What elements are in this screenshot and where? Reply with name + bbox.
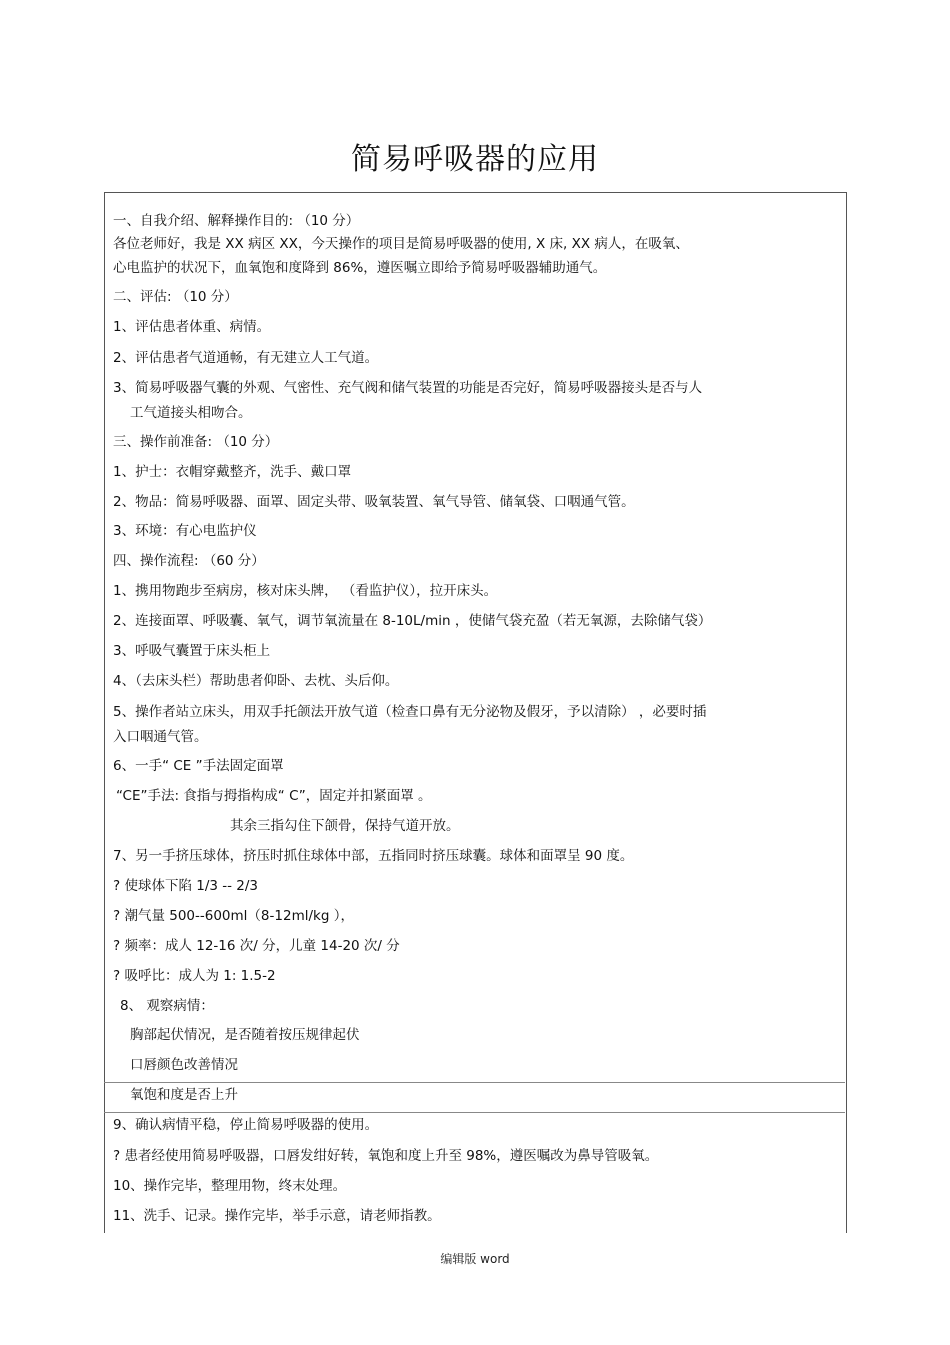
list-item: 9、确认病情平稳，停止简易呼吸器的使用。: [113, 1117, 379, 1133]
list-item: 3、呼吸气囊置于床头柜上: [113, 643, 271, 659]
list-item: 2、评估患者气道通畅，有无建立人工气道。: [113, 350, 379, 366]
paragraph-line: 各位老师好，我是 XX 病区 XX，今天操作的项目是简易呼吸器的使用, X 床, XX 病人，在吸氧、: [113, 236, 689, 252]
document-title: 简易呼吸器的应用: [351, 142, 599, 177]
list-item: 11、洗手、记录。操作完毕，举手示意，请老师指教。: [113, 1208, 441, 1224]
list-item: 2、连接面罩、呼吸囊、氧气，调节氧流量在 8-10L/min ，使储气袋充盈（若无氧源，去除储气袋）: [113, 613, 712, 629]
list-item: 1、护士：衣帽穿戴整齐，洗手、戴口罩: [113, 464, 352, 480]
table-row-divider: [104, 1082, 845, 1083]
bullet-item: ? 患者经使用简易呼吸器，口唇发绀好转，氧饱和度上升至 98%，遵医嘱改为鼻导管吸氧。: [113, 1148, 659, 1164]
list-item: 1、评估患者体重、病情。: [113, 319, 271, 335]
list-item: 4、（去床头栏）帮助患者仰卧、去枕、头后仰。: [113, 673, 399, 689]
list-item-continuation: 工气道接头相吻合。: [130, 405, 252, 421]
section-heading: 三、操作前准备: （10 分）: [113, 434, 279, 450]
list-item: 8、 观察病情：: [120, 998, 214, 1014]
paragraph-line: “CE”手法: 食指与拇指构成“ C”，固定并扣紧面罩 。: [116, 788, 432, 804]
list-item: 3、环境：有心电监护仪: [113, 523, 257, 539]
page-footer: 编辑版 word: [440, 1252, 510, 1266]
list-item-continuation: 入口咽通气管。: [113, 729, 208, 745]
section-heading: 二、评估: （10 分）: [113, 289, 238, 305]
bullet-item: ? 频率：成人 12-16 次/ 分，儿童 14-20 次/ 分: [113, 938, 400, 954]
bullet-item: ? 使球体下陷 1/3 -- 2/3: [113, 878, 259, 894]
paragraph-line: 其余三指勾住下颌骨，保持气道开放。: [230, 818, 460, 834]
bullet-item: ? 潮气量 500--600ml（8-12ml/kg ），: [113, 908, 354, 924]
bullet-item: ? 吸呼比：成人为 1: 1.5-2: [113, 968, 276, 984]
list-item: 7、另一手挤压球体，挤压时抓住球体中部，五指同时挤压球囊。球体和面罩呈 90 度。: [113, 848, 634, 864]
list-item: 1、携用物跑步至病房，核对床头牌， （看监护仪），拉开床头。: [113, 583, 498, 599]
paragraph-line: 氧饱和度是否上升: [130, 1087, 238, 1103]
list-item: 6、一手“ CE ”手法固定面罩: [113, 758, 284, 774]
paragraph-line: 口唇颜色改善情况: [130, 1057, 238, 1073]
table-row-divider: [104, 1112, 845, 1113]
list-item: 3、简易呼吸器气囊的外观、气密性、充气阀和储气装置的功能是否完好，简易呼吸器接头是否与人: [113, 380, 703, 396]
list-item: 10、操作完毕，整理用物，终末处理。: [113, 1178, 347, 1194]
paragraph-line: 胸部起伏情况，是否随着按压规律起伏: [130, 1027, 360, 1043]
list-item: 5、操作者站立床头，用双手托颌法开放气道（检查口鼻有无分泌物及假牙，予以清除） ，必要时插: [113, 704, 707, 720]
section-heading: 四、操作流程: （60 分）: [113, 553, 265, 569]
section-heading: 一、自我介绍、解释操作目的: （10 分）: [113, 213, 360, 229]
list-item: 2、物品：简易呼吸器、面罩、固定头带、吸氧装置、氧气导管、储氧袋、口咽通气管。: [113, 494, 635, 510]
paragraph-line: 心电监护的状况下，血氧饱和度降到 86%，遵医嘱立即给予简易呼吸器辅助通气。: [113, 260, 607, 276]
